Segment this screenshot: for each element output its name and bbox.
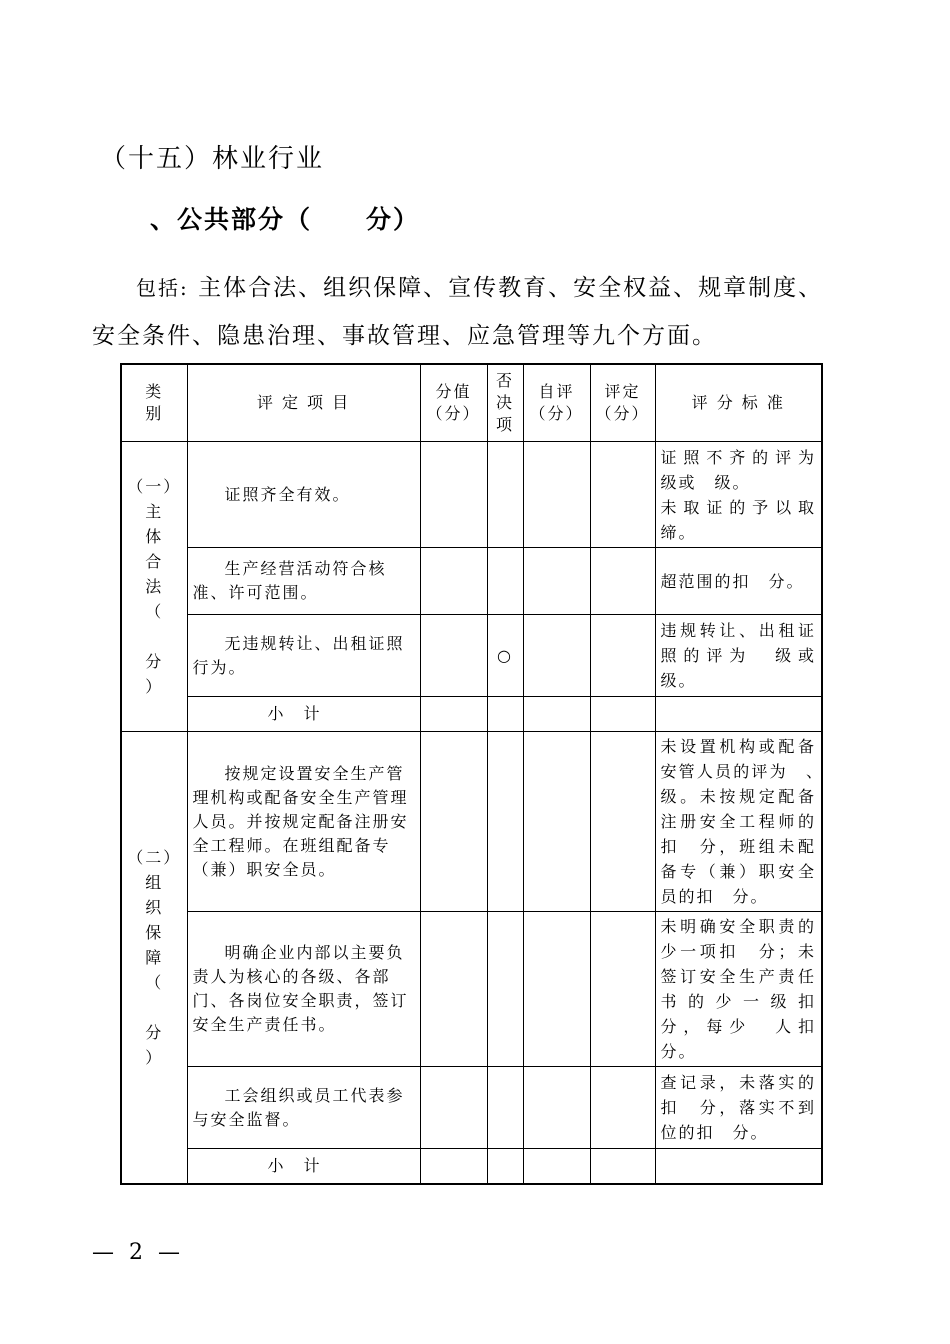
score-cell	[420, 548, 487, 615]
page-number: — 2 —	[92, 1240, 184, 1265]
subtotal-label: 小计	[187, 1149, 420, 1185]
section-title: （十五）林业行业	[100, 144, 325, 174]
item-text: 无违规转让、出租证照行为。	[192, 633, 405, 677]
subtotal-label: 小计	[187, 697, 420, 732]
rated-score-cell	[590, 1067, 655, 1149]
self-score-cell	[523, 697, 590, 732]
score-cell	[420, 697, 487, 732]
self-score-cell	[523, 442, 590, 548]
self-score-cell	[523, 548, 590, 615]
category-cell: （二） 组 织 保 障 （ 分 ）	[121, 732, 187, 1185]
table-row	[121, 1067, 822, 1149]
category-cell: （一） 主 体 合 法 （ 分 ）	[121, 442, 187, 732]
item-text: 生产经营活动符合核准、许可范围。	[192, 559, 387, 602]
header-self-score: 自评 （分）	[523, 364, 590, 442]
table-row	[121, 442, 822, 548]
score-cell	[420, 442, 487, 548]
self-score-cell	[523, 1149, 590, 1185]
veto-cell	[487, 697, 523, 732]
rated-score-cell	[590, 912, 655, 1067]
score-cell	[420, 912, 487, 1067]
rated-score-cell	[590, 697, 655, 732]
score-cell	[420, 732, 487, 912]
veto-cell	[487, 732, 523, 912]
rated-score-cell	[590, 1149, 655, 1185]
table-row	[121, 615, 822, 697]
item-cell	[187, 1067, 420, 1149]
table-row	[121, 548, 822, 615]
header-criteria: 评 分 标 准	[655, 364, 822, 442]
criteria-cell: 违规转让、出租证照的评为 级或 级。	[655, 615, 822, 697]
table-row	[121, 912, 822, 1067]
self-score-cell	[523, 615, 590, 697]
criteria-cell	[655, 697, 822, 732]
item-cell	[187, 548, 420, 615]
self-score-cell	[523, 1067, 590, 1149]
table-header-row	[121, 364, 822, 442]
intro-lead: 包括:	[136, 276, 189, 300]
item-text: 明确企业内部以主要负责人为核心的各级、各部门、各岗位安全职责，签订安全生产责任书。	[192, 943, 409, 1034]
veto-cell	[487, 1149, 523, 1185]
item-text: 证照齐全有效。	[224, 484, 351, 504]
criteria-cell: 未设置机构或配备安管人员的评为 、 级。未按规定配备注册安全工程师的扣 分，班组未配备专（兼）职安全员的扣 分。	[655, 732, 822, 912]
item-cell	[187, 615, 420, 697]
header-veto: 否 决 项	[487, 364, 523, 442]
item-cell	[187, 442, 420, 548]
criteria-cell: 查记录，未落实的扣 分，落实不到位的扣 分。	[655, 1067, 822, 1149]
header-item: 评 定 项 目	[187, 364, 420, 442]
criteria-cell: 证照不齐的评为 级或 级。 未取证的予以取缔。	[655, 442, 822, 548]
criteria-cell	[655, 1149, 822, 1185]
header-category: 类 别	[121, 364, 187, 442]
item-text: 按规定设置安全生产管理机构或配备安全生产管理人员。并按规定配备注册安全工程师。在班组配备专（兼）职安全员。	[192, 763, 409, 879]
veto-cell: ○	[487, 615, 523, 697]
score-cell	[420, 615, 487, 697]
veto-cell	[487, 1067, 523, 1149]
veto-cell	[487, 912, 523, 1067]
score-cell	[420, 1067, 487, 1149]
criteria-cell: 超范围的扣 分。	[655, 548, 822, 615]
header-rated-score: 评定 （分）	[590, 364, 655, 442]
header-score: 分值 （分）	[420, 364, 487, 442]
part-title: 、公共部分（ 分）	[150, 205, 421, 234]
veto-cell	[487, 442, 523, 548]
subtotal-row	[121, 1149, 822, 1185]
intro-line-2: 安全条件、隐患治理、事故管理、应急管理等九个方面。	[92, 323, 717, 349]
intro-paragraph	[92, 264, 852, 360]
score-cell	[420, 1149, 487, 1185]
rated-score-cell	[590, 732, 655, 912]
item-cell	[187, 732, 420, 912]
rated-score-cell	[590, 442, 655, 548]
criteria-cell: 未明确安全职责的少一项扣 分；未签订安全生产责任书的少一级扣 分，每少 人扣 分。	[655, 912, 822, 1067]
rated-score-cell	[590, 615, 655, 697]
intro-line-1: 主体合法、组织保障、宣传教育、安全权益、规章制度、	[198, 275, 824, 301]
table-row	[121, 732, 822, 912]
item-cell	[187, 912, 420, 1067]
scoring-table	[120, 363, 835, 1185]
rated-score-cell	[590, 548, 655, 615]
subtotal-row	[121, 697, 822, 732]
item-text: 工会组织或员工代表参与安全监督。	[192, 1085, 405, 1129]
veto-cell	[487, 548, 523, 615]
self-score-cell	[523, 912, 590, 1067]
self-score-cell	[523, 732, 590, 912]
